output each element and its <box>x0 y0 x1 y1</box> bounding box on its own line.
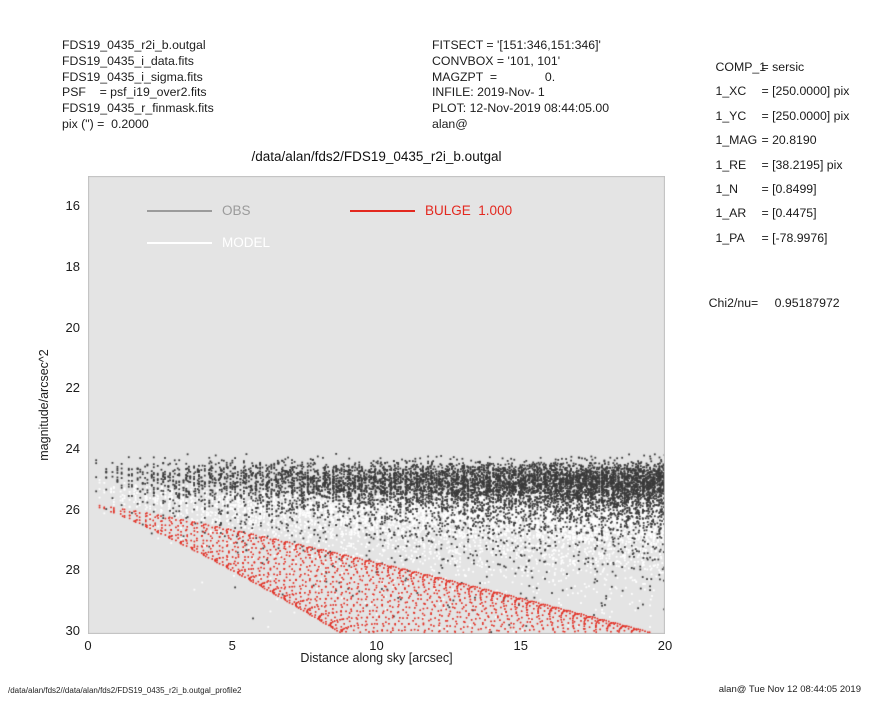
param-row <box>695 217 849 245</box>
setting-line: CONVBOX = '101, 101' <box>432 53 561 68</box>
x-tick-label: 20 <box>657 638 673 653</box>
y-tick-label: 24 <box>65 440 80 456</box>
param-value: = [38.2195] pix <box>761 157 843 172</box>
param-row <box>695 95 850 123</box>
footer-user-timestamp: alan@ Tue Nov 12 08:44:05 2019 <box>718 684 861 695</box>
legend-label-model: MODEL <box>222 235 271 250</box>
setting-line: INFILE: 2019-Nov- 1 <box>432 85 545 100</box>
model-line-swatch <box>147 242 212 244</box>
y-axis-label: magnitude/arcsec^2 <box>37 349 51 461</box>
obs-line-swatch <box>147 210 212 212</box>
param-name: 1_YC <box>715 108 747 123</box>
param-name: 1_AR <box>715 206 747 221</box>
y-tick-label: 16 <box>65 198 80 214</box>
param-row <box>695 70 850 99</box>
y-tick-label: 20 <box>65 319 80 335</box>
x-tick-label: 0 <box>84 638 92 653</box>
y-tick-label: 18 <box>65 258 80 274</box>
file-line: pix (") = 0.2000 <box>62 116 149 131</box>
param-row <box>695 168 849 196</box>
x-axis-label: Distance along sky [arcsec] <box>300 651 453 665</box>
param-row <box>695 46 849 74</box>
param-row <box>695 144 849 172</box>
param-name: 1_PA <box>715 230 745 245</box>
x-tick-label: 15 <box>513 638 528 653</box>
param-value: = [0.8499] <box>761 181 817 196</box>
param-value: = [0.4475] <box>761 206 817 221</box>
param-row <box>695 192 849 221</box>
plot-title: /data/alan/fds2/FDS19_0435_r2i_b.outgal <box>251 149 502 164</box>
param-value: = sersic <box>761 60 805 74</box>
param-name: 1_N <box>715 181 739 196</box>
chi2-readout <box>695 282 840 324</box>
param-name: COMP_1 <box>715 60 767 74</box>
bulge-line-swatch <box>350 210 415 212</box>
file-line: FDS19_0435_i_data.fits <box>62 53 194 68</box>
file-line: FDS19_0435_r_finmask.fits <box>62 101 214 116</box>
bulge-weight-value: 1.000 <box>478 203 513 218</box>
chi2-value: 0.95187972 <box>774 296 840 310</box>
setting-line: PLOT: 12-Nov-2019 08:44:05.00 <box>432 101 610 116</box>
x-tick-label: 5 <box>228 638 236 653</box>
footer-output-path: /data/alan/fds2//data/alan/fds2/FDS19_0435_r2i_b.outgal_profile2 <box>8 686 242 695</box>
x-tick-label: 10 <box>369 638 384 653</box>
header-fit-settings <box>432 38 609 133</box>
file-line: FDS19_0435_r2i_b.outgal <box>62 38 206 52</box>
setting-line: MAGZPT = 0. <box>432 69 556 84</box>
profile-scatter-plot <box>88 176 665 634</box>
file-line: FDS19_0435_i_sigma.fits <box>62 69 203 84</box>
setting-line: alan@ <box>432 116 468 131</box>
legend-label-bulge: BULGE 1.000 <box>425 203 513 218</box>
chi2-label: Chi2/nu= <box>708 296 759 310</box>
param-name: 1_XC <box>715 84 747 99</box>
y-tick-label: 28 <box>65 562 80 578</box>
component-parameters <box>695 46 850 245</box>
y-tick-label: 22 <box>65 380 80 396</box>
y-tick-label: 30 <box>65 622 80 638</box>
param-name: 1_MAG <box>715 133 758 148</box>
param-value: = [250.0000] pix <box>761 108 850 123</box>
header-file-list <box>62 38 214 133</box>
param-value: = [-78.9976] <box>761 230 828 245</box>
y-tick-label: 26 <box>65 501 80 517</box>
param-row <box>695 119 849 148</box>
param-value: = 20.8190 <box>761 133 817 148</box>
param-value: = [250.0000] pix <box>761 84 850 99</box>
legend-label-obs: OBS <box>222 203 251 218</box>
param-name: 1_RE <box>715 157 747 172</box>
setting-line: FITSECT = '[151:346,151:346]' <box>432 38 601 52</box>
file-line: PSF = psf_i19_over2.fits <box>62 85 207 100</box>
